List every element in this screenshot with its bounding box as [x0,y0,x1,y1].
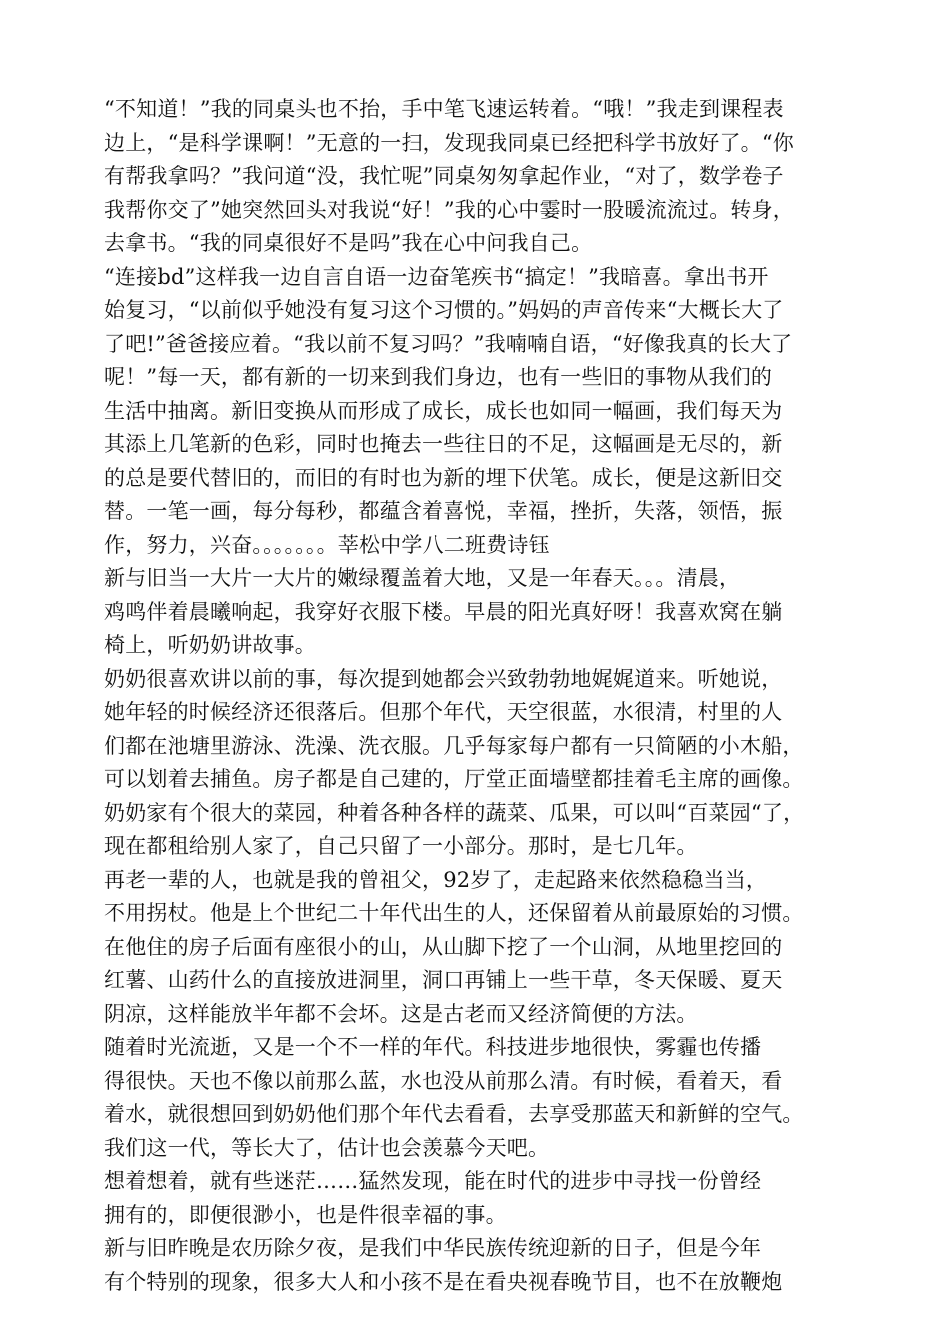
text-line: 她年轻的时候经济还很落后。但那个年代，天空很蓝，水很清，村里的人 [104,700,783,724]
text-line: 其添上几笔新的色彩，同时也掩去一些往日的不足，这幅画是无尽的，新 [104,432,783,456]
text-line: 拥有的，即便很渺小，也是件很幸福的事。 [104,1202,507,1227]
text-line: 的总是要代替旧的，而旧的有时也为新的埋下伏笔。成长，便是这新旧交 [104,465,783,490]
text-line: 我们这一代，等长大了，估计也会羡慕今天吧。 [104,1135,550,1160]
text-line: 阴凉，这样能放半年都不会坏。这是古老而又经济简便的方法。 [104,1001,698,1026]
text-line: 我帮你交了”她突然回头对我说“好！”我的心中霎时一股暖流流过。转身， [104,197,795,222]
text-line: 了吧!”爸爸接应着。“我以前不复习吗？”我喃喃自语，“好像我真的长大了 [104,331,793,356]
text-line: 椅上，听奶奶讲故事。 [104,633,316,657]
text-line: 不用拐杖。他是上个世纪二十年代出生的人，还保留着从前最原始的习惯。 [104,901,804,925]
document-body [104,93,884,1299]
text-line: 红薯、山药什么的直接放进洞里，洞口再铺上一些干草，冬天保暖、夏天 [104,968,783,992]
text-line: 新与旧当一大片一大片的嫩绿覆盖着大地，又是一年春天。。。清晨， [104,566,741,590]
text-line: 去拿书。“我的同桌很好不是吗”我在心中问我自己。 [104,231,593,255]
text-line: 有帮我拿吗？”我问道“没，我忙呢”同桌匆匆拿起作业，“对了，数学卷子 [104,164,784,188]
text-line: 呢！”每一天，都有新的一切来到我们身边，也有一些旧的事物从我们的 [104,365,773,389]
text-line: 着水，就很想回到奶奶他们那个年代去看看，去享受那蓝天和新鲜的空气。 [104,1102,804,1126]
text-line: 想着想着，就有些迷茫……猛然发现，能在时代的进步中寻找一份曾经 [104,1169,762,1193]
text-line: 可以划着去捕鱼。房子都是自己建的，厅堂正面墙壁都挂着毛主席的画像。 [104,767,804,791]
text-line: 奶奶家有个很大的菜园，种着各种各样的蔬菜、瓜果，可以叫“百菜园“了， [104,800,805,825]
text-line: 有个特别的现象，很多大人和小孩不是在看央视春晚节目，也不在放鞭炮 [104,1269,783,1294]
text-line: 再老一辈的人，也就是我的曾祖父，92岁了，走起路来依然稳稳当当， [104,867,768,892]
text-line: 鸡鸣伴着晨曦响起，我穿好衣服下楼。早晨的阳光真好呀！我喜欢窝在躺 [104,599,783,624]
text-line: 得很快。天也不像以前那么蓝，水也没从前那么清。有时候，看着天，看 [104,1068,783,1093]
text-line: 现在都租给别人家了，自己只留了一小部分。那时，是七几年。 [104,834,698,858]
text-line: 生活中抽离。新旧变换从而形成了成长，成长也如同一幅画，我们每天为 [104,398,783,423]
text-line: 奶奶很喜欢讲以前的事，每次提到她都会兴致勃勃地娓娓道来。听她说， [104,666,783,691]
text-line: 替。一笔一画，每分每秒，都蕴含着喜悦，幸福，挫折，失落，领悟，振 [104,499,783,523]
text-line: 作，努力，兴奋。。。。。。。莘松中学八二班费诗钰 [104,532,550,557]
text-line: 边上，“是科学课啊！”无意的一扫，发现我同桌已经把科学书放好了。“你 [104,130,795,155]
text-line: 们都在池塘里游泳、洗澡、洗衣服。几乎每家每户都有一只简陋的小木船， [104,733,804,758]
text-line: 始复习，“以前似乎她没有复习这个习惯的。”妈妈的声音传来“大概长大了 [104,298,784,322]
text-line: 新与旧昨晚是农历除夕夜，是我们中华民族传统迎新的日子，但是今年 [104,1236,762,1260]
text-line: 随着时光流逝，又是一个不一样的年代。科技进步地很快，雾霾也传播 [104,1035,762,1059]
text-line: “不知道！”我的同桌头也不抬，手中笔飞速运转着。“哦！”我走到课程表 [104,97,784,121]
text-line: 在他住的房子后面有座很小的山，从山脚下挖了一个山洞，从地里挖回的 [104,934,783,959]
text-line: “连接bd”这样我一边自言自语一边奋笔疾书“搞定！”我暗喜。拿出书开 [104,264,769,289]
